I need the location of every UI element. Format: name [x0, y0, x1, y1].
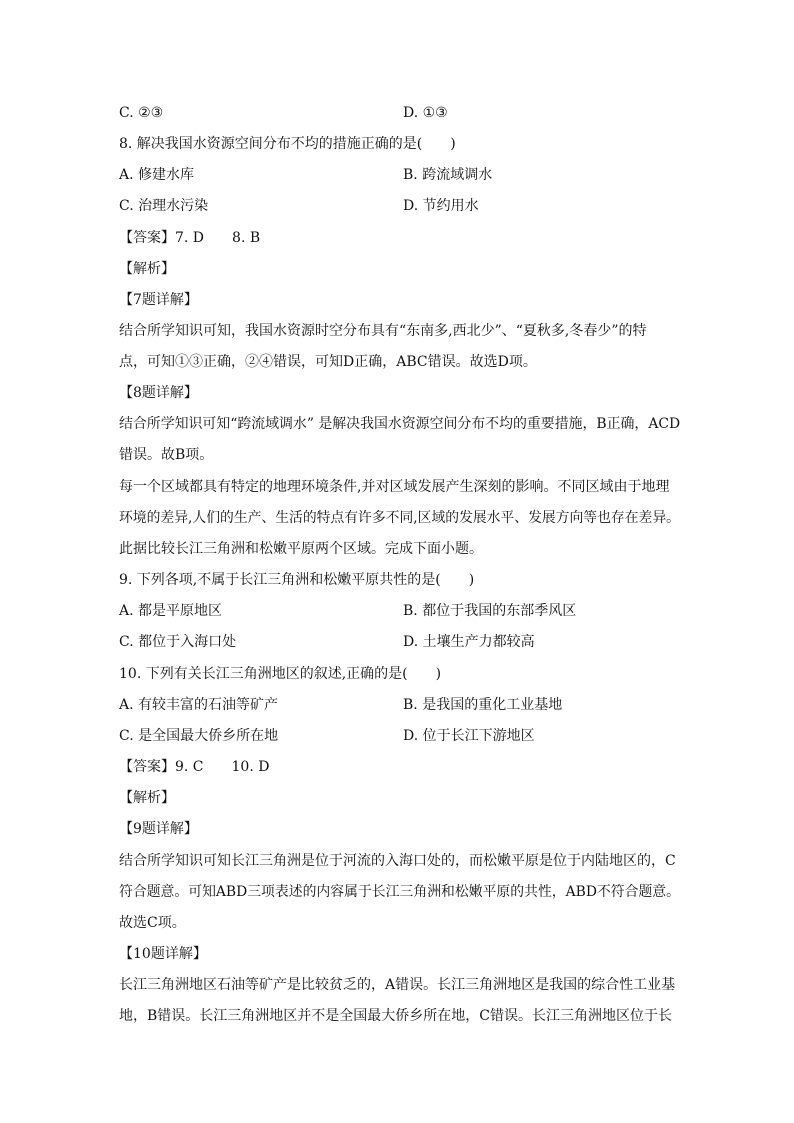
q8-option-c: C. 治理水污染 [119, 198, 209, 214]
detail-9-line-1: 结合所学知识可知长江三角洲是位于河流的入海口处的，而松嫩平原是位于内陆地区的，C [119, 853, 676, 869]
detail-heading-10: 【10题详解】 [119, 946, 207, 962]
detail-9-line-3: 故选C项。 [119, 915, 186, 931]
q7-option-d: D. ①③ [403, 105, 448, 121]
q7-option-c: C. ②③ [119, 105, 164, 121]
detail-heading-8: 【8题详解】 [119, 385, 198, 401]
q8-option-b: B. 跨流域调水 [403, 167, 493, 183]
answer-9-10: 【答案】9. C 10. D [119, 759, 270, 775]
detail-8-line-1: 结合所学知识可知“跨流域调水” 是解决我国水资源空间分布不均的重要措施，B正确，ACD [119, 416, 681, 432]
detail-heading-7: 【7题详解】 [119, 292, 198, 308]
detail-8-line-2: 错误。故B项。 [119, 447, 214, 463]
q8-options-row-ab [119, 165, 679, 185]
intro-line-3: 此据比较长江三角洲和松嫩平原两个区域。完成下面小题。 [119, 541, 483, 557]
q9-option-a: A. 都是平原地区 [119, 603, 223, 619]
detail-7-line-2: 点，可知①③正确，②④错误，可知D正确，ABC错误。故选D项。 [119, 354, 537, 370]
q9-option-d: D. 土壤生产力都较高 [403, 634, 535, 650]
q10-option-d: D. 位于长江下游地区 [403, 728, 535, 744]
detail-9-line-2: 符合题意。可知ABD三项表述的内容属于长江三角洲和松嫩平原的共性，ABD不符合题意。 [119, 884, 681, 900]
q10-options-row-cd [119, 726, 679, 746]
analysis-heading-1: 【解析】 [119, 261, 175, 277]
q9-option-b: B. 都位于我国的东部季风区 [403, 603, 577, 619]
q7-options-row-cd [119, 103, 679, 123]
q8-option-a: A. 修建水库 [119, 167, 195, 183]
answer-7-8: 【答案】7. D 8. B [119, 230, 261, 246]
q10-option-b: B. 是我国的重化工业基地 [403, 697, 563, 713]
detail-7-line-1: 结合所学知识可知，我国水资源时空分布具有“东南多,西北少”、“夏秋多,冬春少”的特 [119, 323, 647, 339]
analysis-heading-2: 【解析】 [119, 790, 175, 806]
q9-option-c: C. 都位于入海口处 [119, 634, 237, 650]
question-8-stem: 8. 解决我国水资源空间分布不均的措施正确的是( ) [119, 136, 456, 152]
q8-option-d: D. 节约用水 [403, 198, 479, 214]
intro-line-2: 环境的差异,人们的生产、生活的特点有许多不同,区域的发展水平、发展方向等也存在差异。 [119, 510, 680, 526]
detail-10-line-1: 长江三角洲地区石油等矿产是比较贫乏的，A错误。长江三角洲地区是我国的综合性工业基 [119, 977, 676, 993]
question-10-stem: 10. 下列有关长江三角洲地区的叙述,正确的是( ) [119, 666, 442, 682]
intro-line-1: 每一个区域都具有特定的地理环境条件,并对区域发展产生深刻的影响。不同区域由于地理 [119, 479, 670, 495]
detail-10-line-2: 地，B错误。长江三角洲地区并不是全国最大侨乡所在地，C错误。长江三角洲地区位于长 [119, 1008, 672, 1024]
q10-option-a: A. 有较丰富的石油等矿产 [119, 697, 279, 713]
q8-options-row-cd [119, 196, 679, 216]
detail-heading-9: 【9题详解】 [119, 821, 198, 837]
q9-options-row-cd [119, 632, 679, 652]
q9-options-row-ab [119, 601, 679, 621]
q10-option-c: C. 是全国最大侨乡所在地 [119, 728, 279, 744]
q10-options-row-ab [119, 695, 679, 715]
question-9-stem: 9. 下列各项,不属于长江三角洲和松嫩平原共性的是( ) [119, 572, 475, 588]
